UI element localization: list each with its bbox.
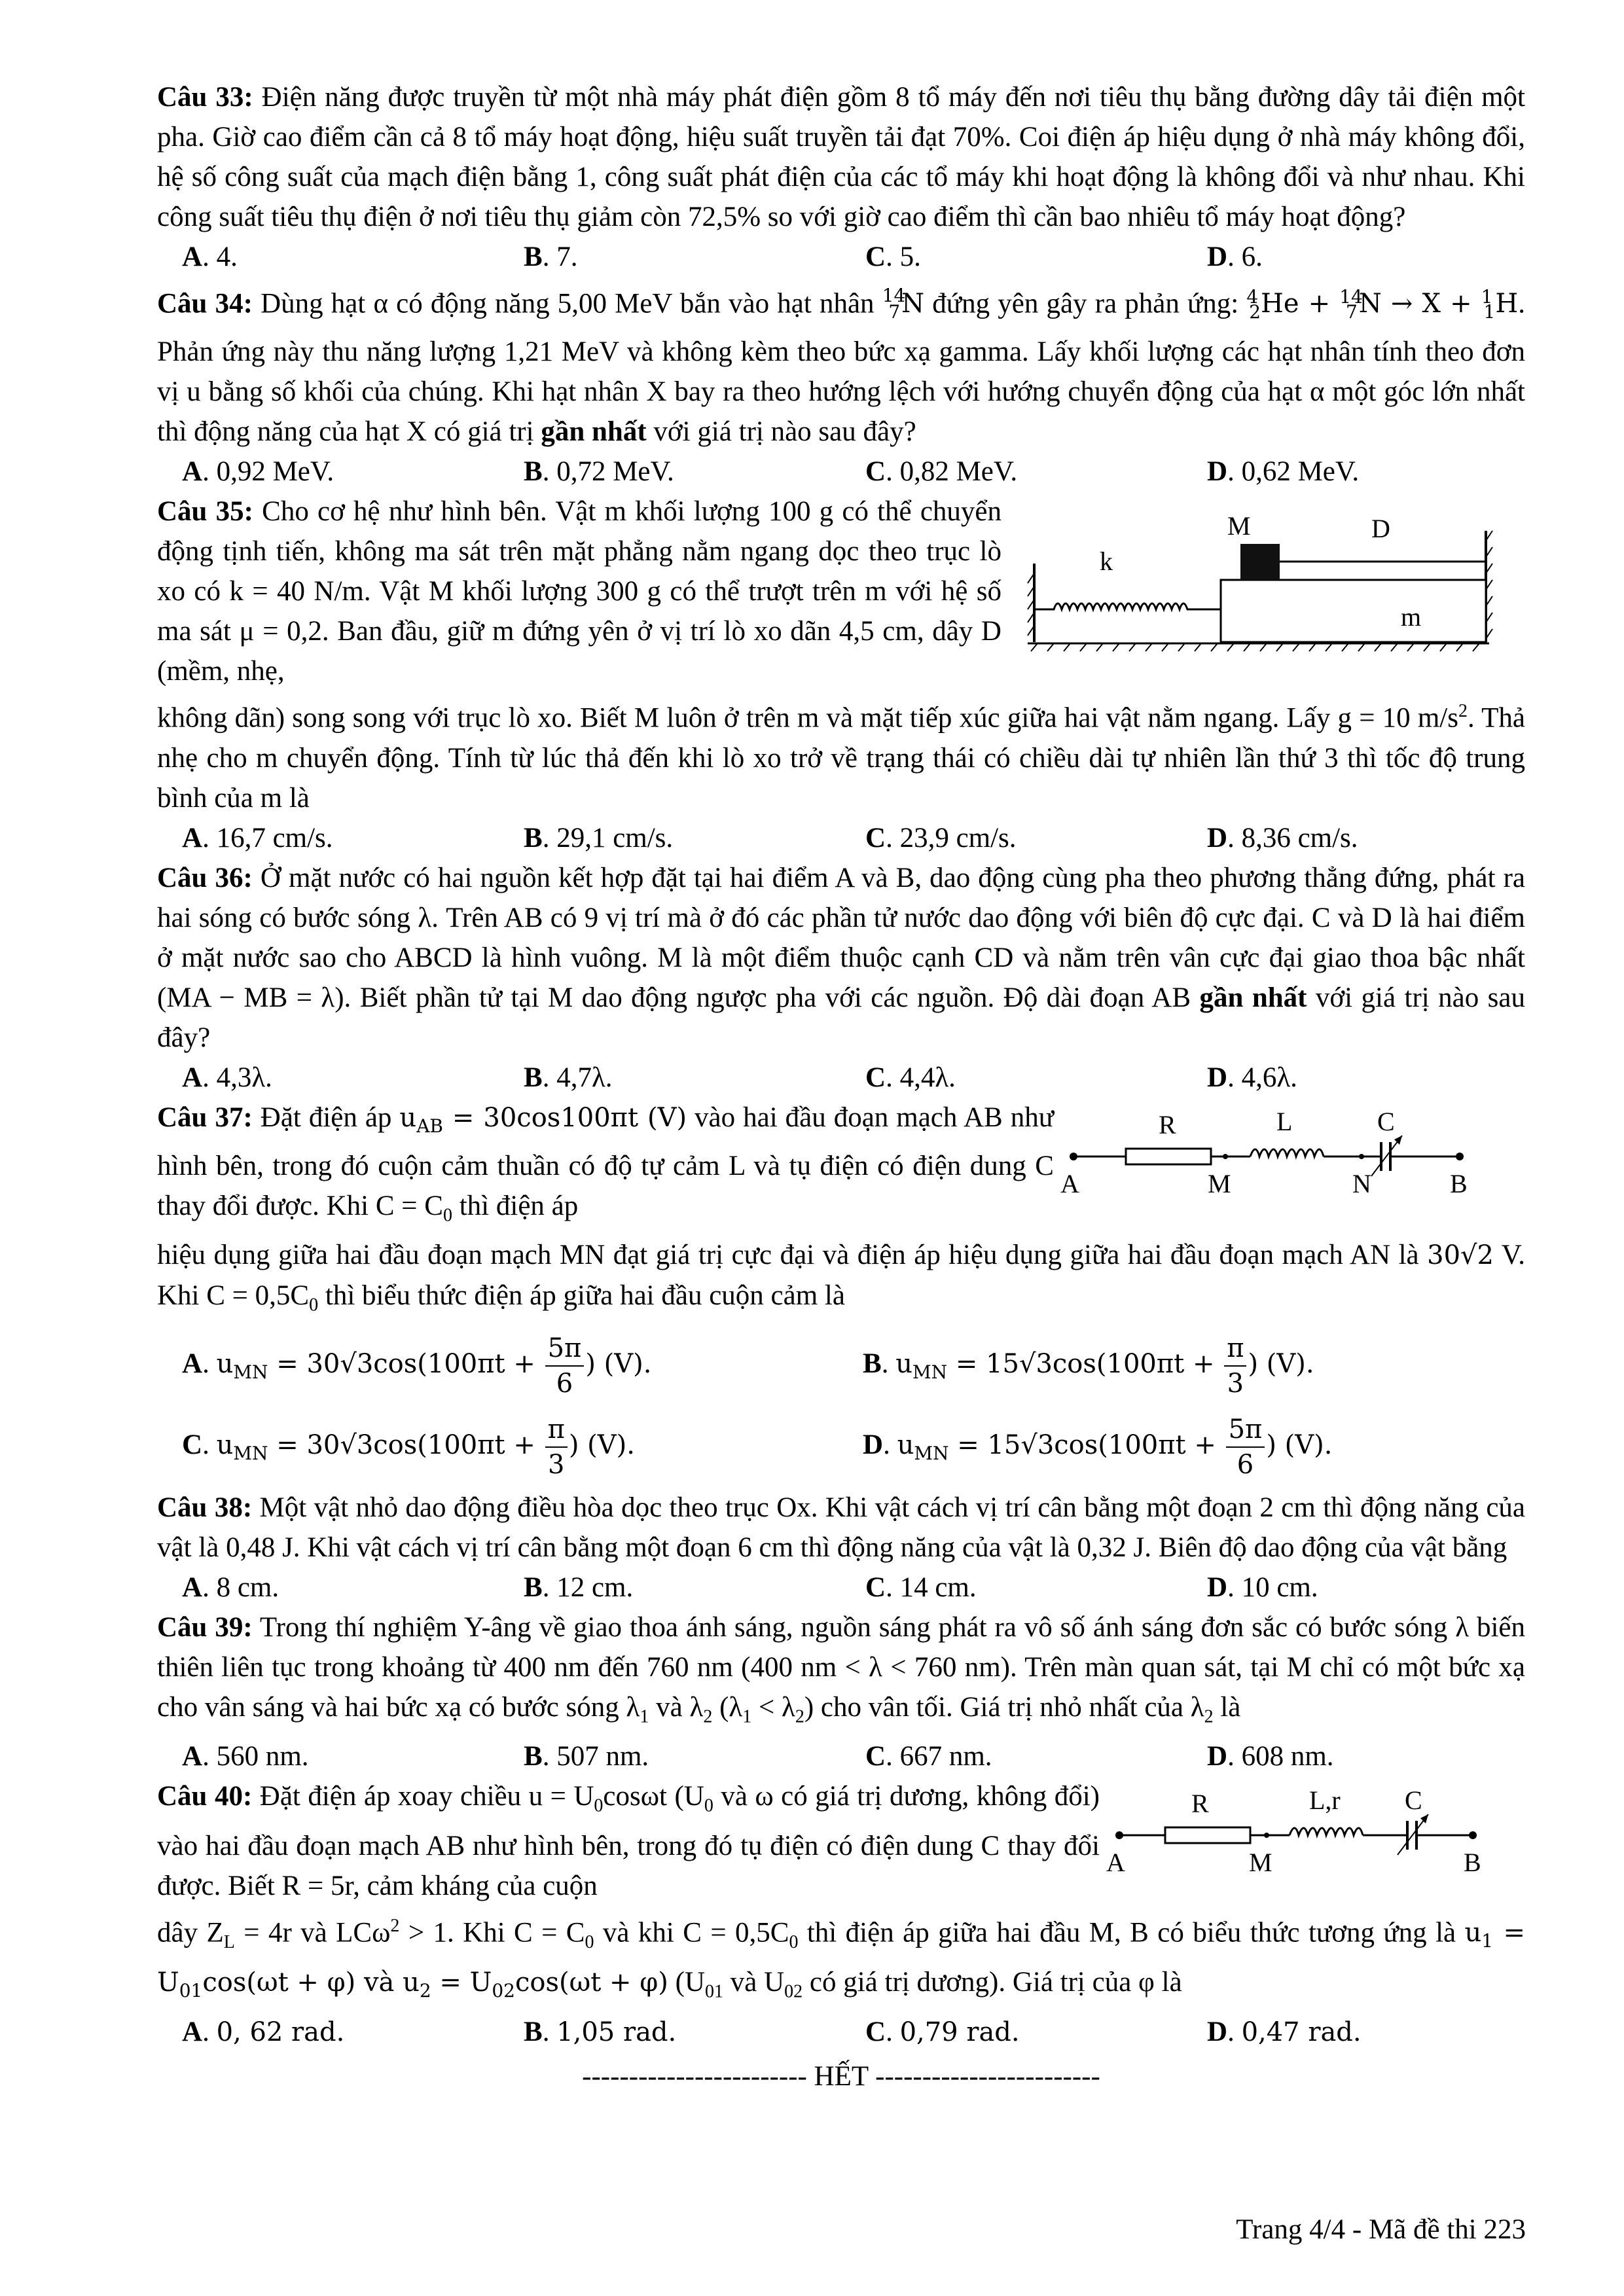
- q37-options-ab: [157, 1325, 1525, 1407]
- q34-option-b: B. 0,72 MeV.: [524, 456, 674, 488]
- svg-text:A: A: [1060, 1168, 1079, 1198]
- question-39: Câu 39: Trong thí nghiệm Y-âng về giao thoa ánh sáng, nguồn sáng phát ra vô số ánh sáng đơn sắc có bước sóng λ biến thiên liên tục trong khoảng từ 400 nm đến 760 nm (400 nm < λ < 760 nm). Trên màn quan sát, tại M chỉ có một bức xạ cho vân sáng và hai bức xạ có bước sóng $\lambda_1$ và $\lambda_2$ $(\lambda_1 < \lambda_2)$ cho vân tối. Giá trị nhỏ nhất của $\lambda_2$ là: [157, 1611, 1525, 1727]
- question-33: Câu 33: Điện năng được truyền từ một nhà máy phát điện gồm 8 tổ máy đến nơi tiêu thụ bằng đường dây tải điện một pha. Giờ cao điểm cần cả 8 tổ máy hoạt động, hiệu suất truyền tải đạt 70%. Coi điện áp hiệu dụng ở nhà máy không đổi, hệ số công suất của mạch điện bằng 1, công suất phát điện của các tổ máy khi hoạt động là không đổi và như nhau. Khi công suất tiêu thụ điện ở nơi tiêu thụ giảm còn 72,5% so với giờ cao điểm thì cần bao nhiêu tổ máy hoạt động?: [157, 82, 1525, 232]
- q37-with-figure: [157, 1098, 1525, 1236]
- spring-coil: [1034, 603, 1221, 609]
- q37-option-d: D. $u_{MN} = 15√3\cos(100\pi t$ + $\frac{5\pi}{6}$ ) (V).: [863, 1412, 1543, 1482]
- rlrc-circuit-figure: [1100, 1776, 1525, 1896]
- q37-option-b: B. $u_{MN} = 15√3\cos(100\pi t$ + $\frac{\pi}{3}$ ) (V).: [863, 1331, 1543, 1401]
- question-34: Câu 34: Dùng hạt α có động năng 5,00 MeV bắn vào hạt nhân $^{14}_7$N đứng yên gây ra phản ứng: $^4_2$He + $^{14}_7$N → X + $^1_1$H. Phản ứng này thu năng lượng 1,21 MeV và không kèm theo bức xạ gamma. Lấy khối lượng các hạt nhân tính theo đơn vị u bằng số khối của chúng. Khi hạt nhân X bay ra theo hướng lệch với hướng chuyển động của hạt α một góc lớn nhất thì động năng của hạt X có giá trị gần nhất với giá trị nào sau đây?: [157, 285, 1525, 448]
- svg-text:C: C: [1405, 1785, 1422, 1816]
- q33-options: [157, 237, 1525, 277]
- q34-option-a: A. 0,92 MeV.: [182, 456, 334, 488]
- coil-Lr: [1290, 1828, 1363, 1835]
- end-mark: ------------------------ HẾT ------------------------: [582, 2060, 1100, 2092]
- svg-text:D: D: [1371, 514, 1390, 544]
- question-36: Câu 36: Ở mặt nước có hai nguồn kết hợp đặt tại hai điểm A và B, dao động cùng pha theo phương thẳng đứng, phát ra hai sóng có bước sóng λ. Trên AB có 9 vị trí mà ở đó các phần tử nước dao động với biên độ cực đại. C và D là hai điểm ở mặt nước sao cho ABCD là hình vuông. M là một điểm thuộc cạnh CD và nằm trên vân cực đại giao thoa bậc nhất (MA − MB = λ). Biết phần tử tại M dao động ngược pha với các nguồn. Độ dài đoạn AB gần nhất với giá trị nào sau đây?: [157, 862, 1525, 1053]
- question-40: Câu 40: Đặt điện áp xoay chiều $u = U_0\cos\omega t$ ($U_0$ và ω có giá trị dương, không đổi) vào hai đầu đoạn mạch AB như hình bên, trong đó tụ điện có điện dung C thay đổi được. Biết R = 5r, cảm kháng của cuộn: [157, 1781, 1100, 1902]
- q39-option-a: A. 560 nm.: [182, 1741, 309, 1772]
- q34-options: [157, 452, 1525, 492]
- q40-option-d: D. 0,47 rad.: [1207, 2016, 1362, 2047]
- question-35: Câu 35: Cho cơ hệ như hình bên. Vật m khối lượng 100 g có thể chuyển động tịnh tiến, không ma sát trên mặt phẳng nằm ngang dọc theo trục lò xo có k = 40 N/m. Vật M khối lượng 300 g có thể trượt trên m với hệ số ma sát μ = 0,2. Ban đầu, giữ m đứng yên ở vị trí lò xo dãn 4,5 cm, dây D (mềm, nhẹ,: [157, 496, 1001, 687]
- q36-option-c: C. 4,4λ.: [865, 1062, 956, 1093]
- rlc-circuit-figure: [1054, 1098, 1525, 1217]
- q39-option-b: B. 507 nm.: [524, 1741, 649, 1772]
- q33-option-b: B. 7.: [524, 242, 578, 272]
- question-35-cont: không dãn) song song với trục lò xo. Biết M luôn ở trên m và mặt tiếp xúc giữa hai vật nằm ngang. Lấy g = 10 $m/s^2$. Thả nhẹ cho m chuyển động. Tính từ lúc thả đến khi lò xo trở về trạng thái có chiều dài tự nhiên lần thứ 3 thì tốc độ trung bình của m là: [157, 701, 1525, 814]
- q38-option-b: B. 12 cm.: [524, 1571, 634, 1603]
- svg-text:M: M: [1227, 511, 1251, 541]
- q40-options: [157, 2012, 1525, 2053]
- svg-text:L: L: [1276, 1106, 1293, 1136]
- svg-text:A: A: [1106, 1848, 1125, 1878]
- q35-with-figure: [157, 492, 1525, 691]
- q40-with-figure: [157, 1776, 1525, 1906]
- q36-option-b: B. 4,7λ.: [524, 1062, 613, 1093]
- q35-option-d: D. 8,36 cm/s.: [1207, 822, 1358, 853]
- q38-option-d: D. 10 cm.: [1207, 1571, 1318, 1603]
- svg-text:N: N: [1352, 1168, 1371, 1198]
- q36-option-d: D. 4,6λ.: [1207, 1062, 1297, 1093]
- q34-option-c: C. 0,82 MeV.: [865, 456, 1018, 488]
- block-M: [1240, 544, 1280, 580]
- exam-page: [157, 77, 1525, 2092]
- resistor-R: [1126, 1149, 1211, 1164]
- spring-block-figure: [1001, 492, 1525, 691]
- q36-option-a: A. 4,3λ.: [182, 1062, 272, 1093]
- q39-option-c: C. 667 nm.: [865, 1741, 992, 1772]
- page-number: Trang 4/4 - Mã đề thi 223: [1236, 2214, 1526, 2245]
- q38-option-c: C. 14 cm.: [865, 1571, 977, 1603]
- question-38: Câu 38: Một vật nhỏ dao động điều hòa dọc theo trục Ox. Khi vật cách vị trí cân bằng một đoạn 2 cm thì động năng của vật là 0,48 J. Khi vật cách vị trí cân bằng một đoạn 6 cm thì động năng của vật là 0,32 J. Biên độ dao động của vật bằng: [157, 1492, 1525, 1563]
- q33-option-c: C. 5.: [865, 242, 921, 272]
- q35-option-c: C. 23,9 cm/s.: [865, 822, 1017, 853]
- reaction-equation: $^4_2$He + $^{14}_7$N → X + $^1_1$H: [1246, 286, 1519, 323]
- nitrogen-nucleus: $^{14}_7$N: [882, 285, 925, 323]
- q36-options: [157, 1058, 1525, 1098]
- voltage-uab: $u_{AB} = 30\cos 100\pi t$ (V): [399, 1102, 687, 1137]
- q40-option-a: A. 0, 62 rad.: [182, 2016, 345, 2047]
- q33-option-a: A. 4.: [182, 242, 238, 272]
- svg-text:R: R: [1159, 1109, 1176, 1139]
- svg-text:B: B: [1450, 1168, 1468, 1198]
- svg-text:L,r: L,r: [1309, 1785, 1341, 1816]
- inductor-L: [1250, 1149, 1324, 1157]
- resistor-R: [1165, 1827, 1250, 1843]
- question-40-cont: dây $Z_L = 4r$ và LCω$^2$ > 1. Khi $C = C_0$ và khi $C = 0,5C_0$ thì điện áp giữa hai đầu M, B có biểu thức tương ứng là $u_1 = U_{01}\cos(\omega t + \varphi)$ và $u_2 = U_{02}\cos(\omega t + \varphi)$ ($U_{01}$ và $U_{02}$ có giá trị dương). Giá trị của φ là: [157, 1916, 1525, 2002]
- q37-options-cd: [157, 1407, 1525, 1488]
- question-37: Câu 37: Đặt điện áp $u_{AB} = 30\cos 100\pi t$ (V) vào hai đầu đoạn mạch AB như hình bên, trong đó cuộn cảm thuần có độ tự cảm L và tụ điện có điện dung C thay đổi được. Khi $C = C_0$ thì điện áp: [157, 1102, 1055, 1226]
- svg-text:m: m: [1401, 602, 1422, 632]
- q37-option-c: C. $u_{MN} = 30√3\cos(100\pi t$ + $\frac{\pi}{3}$ ) (V).: [182, 1412, 863, 1482]
- q38-options: [157, 1568, 1525, 1607]
- q40-option-c: C. 0,79 rad.: [865, 2016, 1020, 2047]
- q40-option-b: B. 1,05 rad.: [524, 2016, 677, 2047]
- svg-text:M: M: [1208, 1168, 1231, 1198]
- svg-text:B: B: [1464, 1848, 1481, 1878]
- q35-option-b: B. 29,1 cm/s.: [524, 822, 674, 853]
- q34-option-d: D. 0,62 MeV.: [1207, 456, 1360, 488]
- question-37-cont: hiệu dụng giữa hai đầu đoạn mạch MN đạt giá trị cực đại và điện áp hiệu dụng giữa hai đầu đoạn mạch AN là 30√2 V. Khi $C = 0,5C_0$ thì biểu thức điện áp giữa hai đầu cuộn cảm là: [157, 1240, 1525, 1316]
- q38-option-a: A. 8 cm.: [182, 1571, 280, 1603]
- block-m: [1221, 580, 1486, 642]
- svg-text:C: C: [1377, 1106, 1395, 1136]
- svg-text:M: M: [1249, 1848, 1272, 1878]
- svg-text:R: R: [1191, 1789, 1209, 1819]
- svg-text:k: k: [1100, 547, 1113, 577]
- q35-options: [157, 818, 1525, 858]
- q39-options: [157, 1736, 1525, 1776]
- q39-option-d: D. 608 nm.: [1207, 1741, 1334, 1772]
- q35-option-a: A. 16,7 cm/s.: [182, 822, 333, 853]
- q33-option-d: D. 6.: [1207, 242, 1263, 272]
- q37-option-a: A. $u_{MN} = 30√3\cos(100\pi t$ + $\frac{5\pi}{6}$ ) (V).: [182, 1331, 863, 1401]
